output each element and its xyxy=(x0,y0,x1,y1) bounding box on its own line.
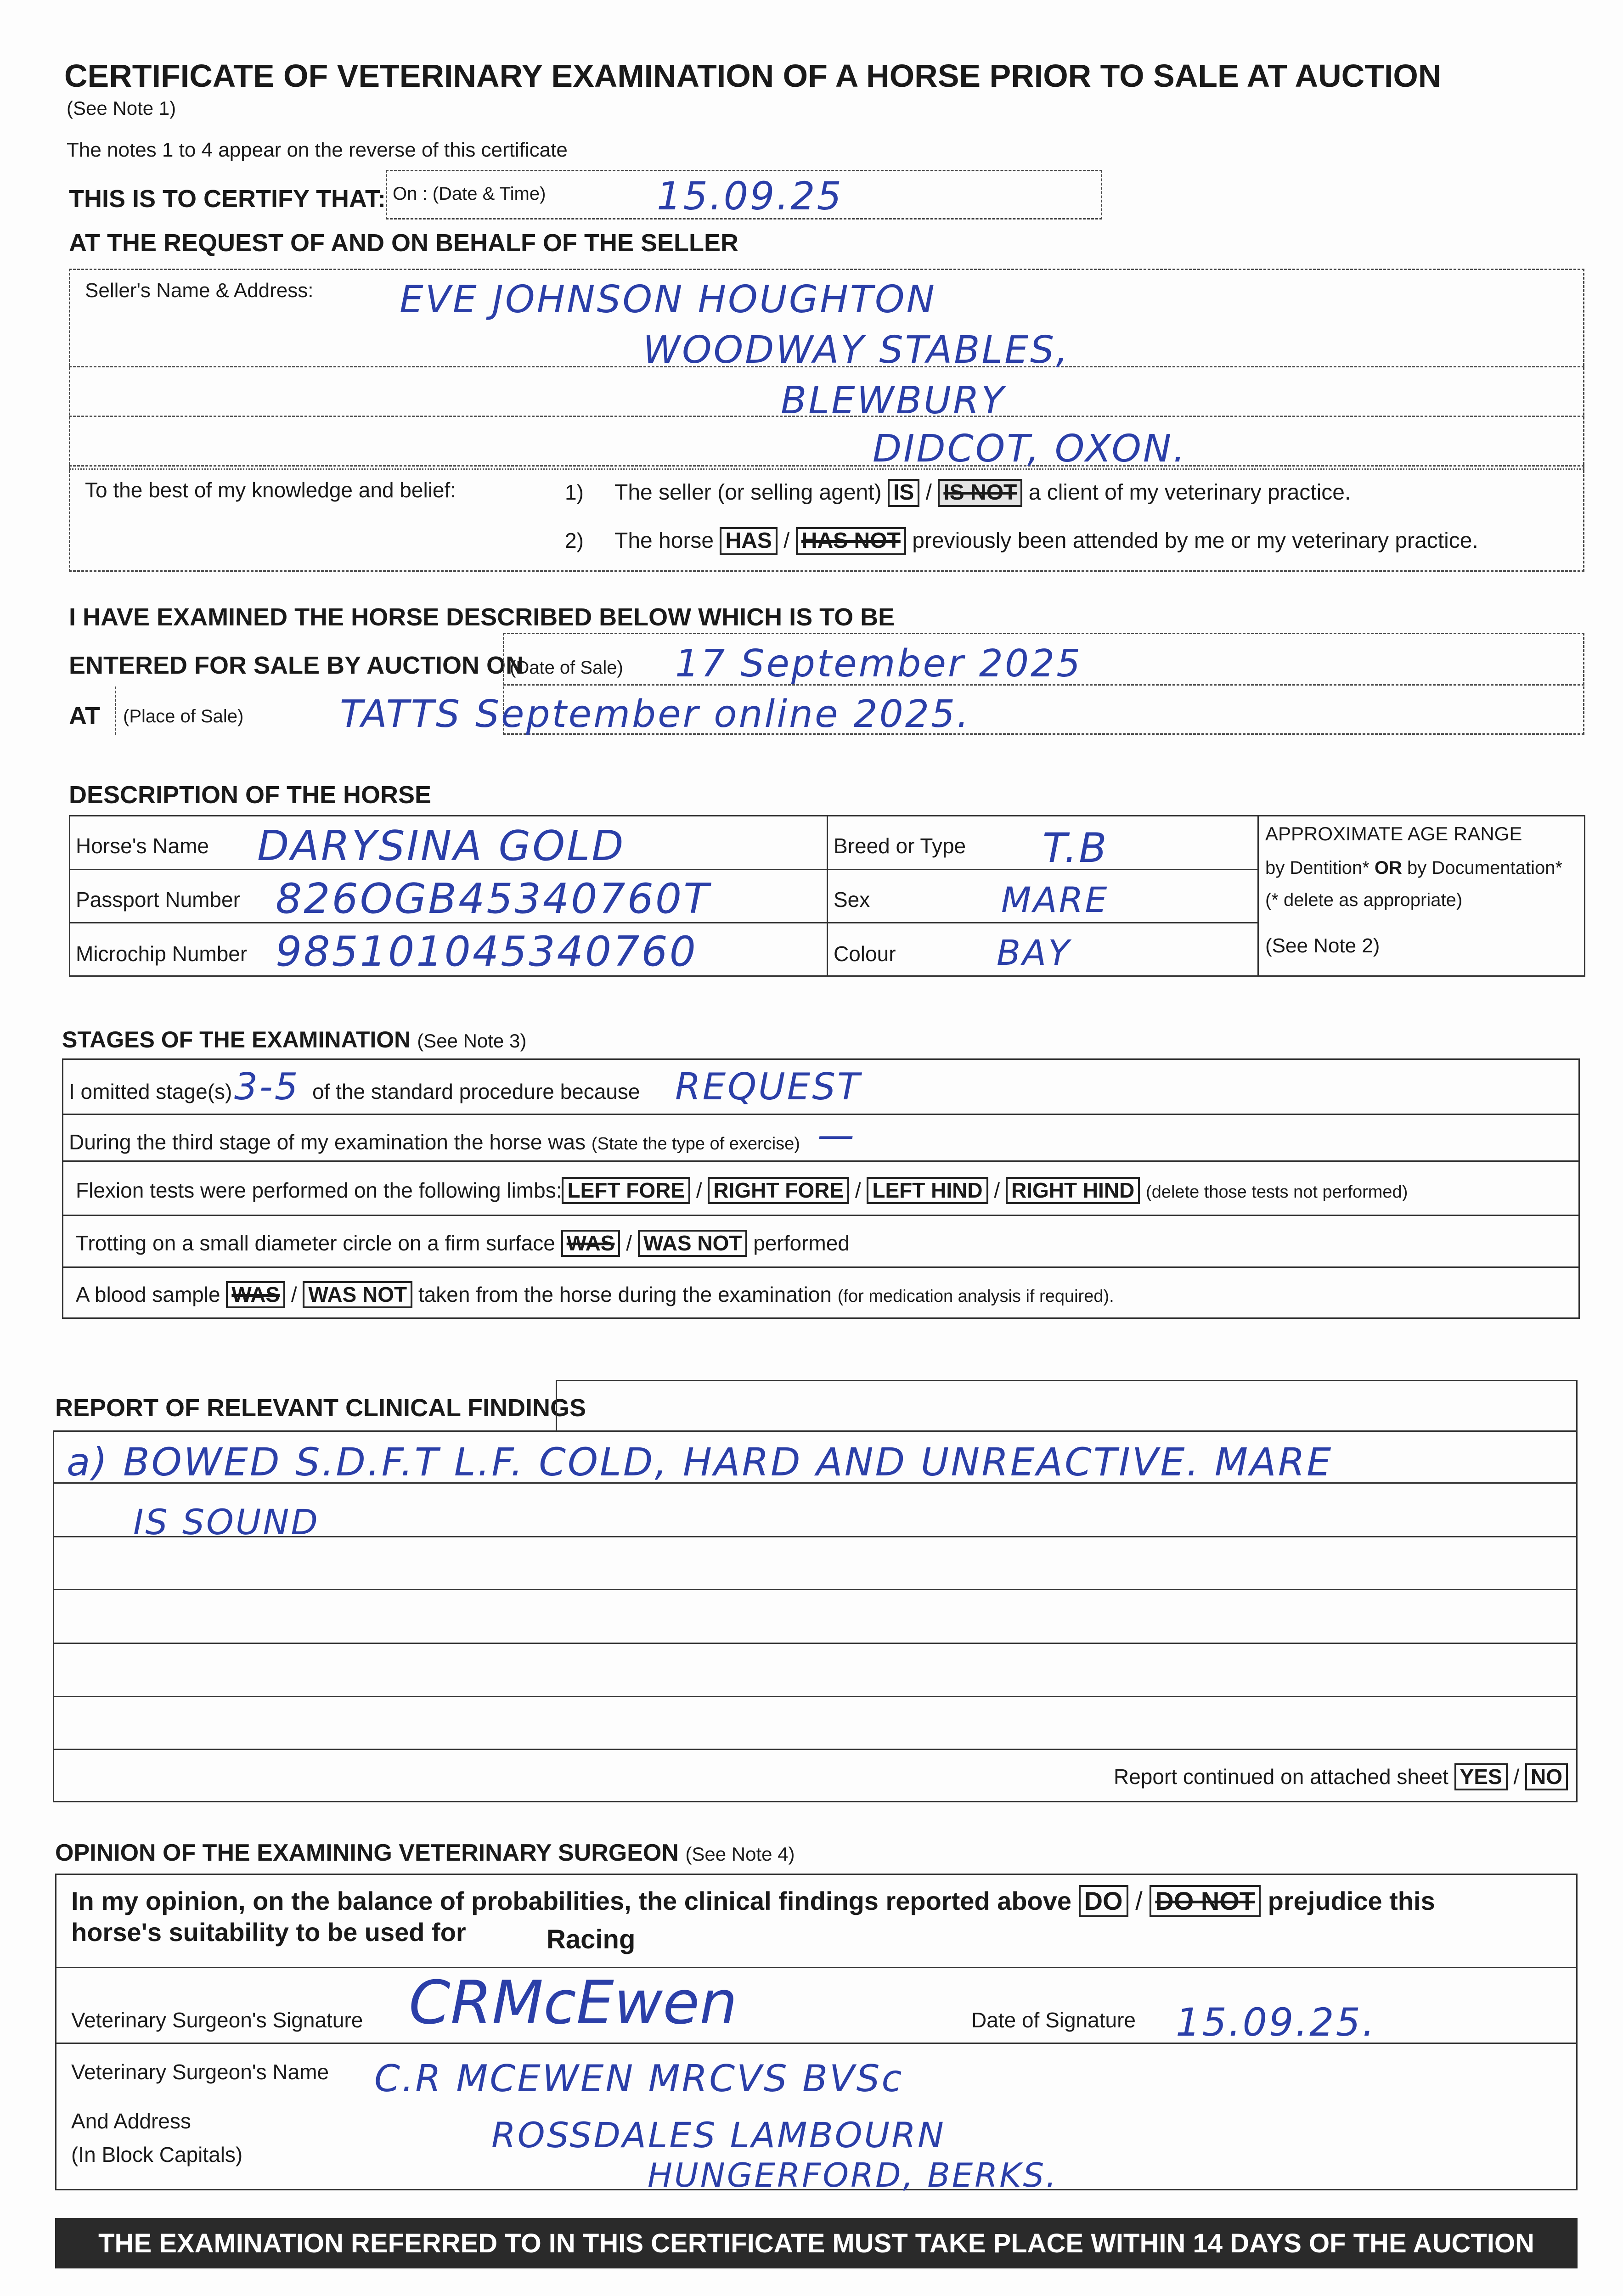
sex-label: Sex xyxy=(834,888,870,912)
purpose-value: Racing xyxy=(547,1925,636,1954)
blood-note: (for medication analysis if required). xyxy=(837,1287,1114,1306)
item1-post: a client of my veterinary practice. xyxy=(1028,480,1351,505)
continued-slash: / xyxy=(1513,1765,1520,1789)
age-see-note: (See Note 2) xyxy=(1265,934,1380,957)
on-date-label: On : (Date & Time) xyxy=(393,184,546,204)
flexion-label: Flexion tests were performed on the following limbs: xyxy=(76,1178,562,1202)
trot-post: performed xyxy=(753,1231,850,1255)
stages-note: (See Note 3) xyxy=(417,1030,527,1052)
item2-pre: The horse xyxy=(614,529,714,553)
flexion-slash-3: / xyxy=(994,1178,1000,1202)
knowledge-label: To the best of my knowledge and belief: xyxy=(85,478,456,502)
limb-right-fore[interactable]: RIGHT FORE xyxy=(708,1177,849,1204)
surgeon-name-label: Veterinary Surgeon's Name xyxy=(71,2060,329,2084)
sale-heading-2: ENTERED FOR SALE BY AUCTION ON xyxy=(69,652,524,679)
trot-label: Trotting on a small diameter circle on a firm surface xyxy=(76,1231,555,1255)
item1-pre: The seller (or selling agent) xyxy=(614,480,882,505)
client-statement xyxy=(614,479,1351,507)
omitted-mid: of the standard procedure because xyxy=(312,1080,640,1103)
trot-was-not-option[interactable]: WAS NOT xyxy=(638,1230,748,1257)
continued-yes[interactable]: YES xyxy=(1454,1763,1508,1790)
blood-post: taken from the horse during the examination xyxy=(418,1283,832,1306)
place-of-sale-value: TATTS September online 2025. xyxy=(340,692,971,736)
age-or: OR xyxy=(1374,858,1402,878)
item1-slash: / xyxy=(925,480,932,505)
third-stage-label: During the third stage of my examination the horse was xyxy=(69,1130,586,1154)
address-label-2: (In Block Capitals) xyxy=(71,2143,243,2167)
footer-banner: THE EXAMINATION REFERRED TO IN THIS CERTIFICATE MUST TAKE PLACE WITHIN 14 DAYS OF THE AUCTION xyxy=(55,2218,1578,2268)
stages-heading-row xyxy=(62,1026,526,1053)
place-of-sale-label: (Place of Sale) xyxy=(123,706,244,726)
address-label-1: And Address xyxy=(71,2109,191,2133)
age-method xyxy=(1265,858,1562,878)
age-delete-note: (* delete as appropriate) xyxy=(1265,890,1463,910)
omitted-label: I omitted stage(s) xyxy=(69,1080,232,1103)
horse-name-value: DARYSINA GOLD xyxy=(257,822,626,870)
opinion-line-1 xyxy=(71,1885,1435,1917)
surgeon-address-line-2: HUNGERFORD, BERKS. xyxy=(648,2156,1059,2195)
trot-slash: / xyxy=(626,1231,632,1255)
age-title: APPROXIMATE AGE RANGE xyxy=(1265,823,1522,844)
signature-date-value: 15.09.25. xyxy=(1176,2000,1376,2045)
item2-slash: / xyxy=(783,529,790,553)
description-heading: DESCRIPTION OF THE HORSE xyxy=(69,781,432,809)
date-of-sale-value: 17 September 2025 xyxy=(675,642,1082,686)
seller-address-line-3: DIDCOT, OXON. xyxy=(873,427,1187,471)
surgeon-address-line-1: ROSSDALES LAMBOURN xyxy=(491,2115,946,2155)
passport-value: 826OGB45340760T xyxy=(276,875,711,923)
item1-number: 1) xyxy=(565,480,584,504)
see-note-1: (See Note 1) xyxy=(67,97,176,119)
blood-row xyxy=(76,1281,1114,1308)
report-continued-label: Report continued on attached sheet xyxy=(1114,1765,1448,1789)
colour-label: Colour xyxy=(834,942,896,966)
breed-value: T.B xyxy=(1043,824,1109,872)
sex-value: MARE xyxy=(1001,879,1109,920)
limb-left-hind[interactable]: LEFT HIND xyxy=(867,1177,988,1204)
do-not-option[interactable]: DO NOT xyxy=(1150,1885,1261,1917)
opinion-slash: / xyxy=(1135,1886,1143,1915)
signature-date-label: Date of Signature xyxy=(971,2008,1136,2032)
seller-name-line: EVE JOHNSON HOUGHTON xyxy=(400,278,936,321)
at-label: AT xyxy=(69,702,100,730)
attended-statement xyxy=(614,527,1478,555)
opinion-line-1-pre: In my opinion, on the balance of probabilities, the clinical findings reported above xyxy=(71,1886,1072,1915)
limb-left-fore[interactable]: LEFT FORE xyxy=(562,1177,690,1204)
colour-value: BAY xyxy=(997,932,1071,973)
opinion-line-1-post: prejudice this xyxy=(1268,1886,1435,1915)
opinion-line-2: horse's suitability to be used for xyxy=(71,1918,466,1947)
horse-name-label: Horse's Name xyxy=(76,834,209,858)
report-line-2: IS SOUND xyxy=(133,1502,320,1542)
item2-number: 2) xyxy=(565,529,584,552)
limb-right-hind[interactable]: RIGHT HIND xyxy=(1006,1177,1140,1204)
breed-label: Breed or Type xyxy=(834,834,966,858)
microchip-label: Microchip Number xyxy=(76,942,248,966)
flexion-slash-1: / xyxy=(696,1178,702,1202)
microchip-value: 985101045340760 xyxy=(276,928,698,976)
on-date-value: 15.09.25 xyxy=(657,174,844,219)
trot-row xyxy=(76,1230,850,1257)
report-findings-box[interactable] xyxy=(53,1430,1578,1802)
item2-post: previously been attended by me or my veterinary practice. xyxy=(912,529,1478,553)
request-heading: AT THE REQUEST OF AND ON BEHALF OF THE SELLER xyxy=(69,229,738,257)
blood-was-option[interactable]: WAS xyxy=(226,1281,285,1308)
has-not-option[interactable]: HAS NOT xyxy=(796,527,906,555)
report-continued-row xyxy=(1114,1763,1568,1790)
report-heading: REPORT OF RELEVANT CLINICAL FINDINGS xyxy=(55,1394,586,1422)
opinion-heading-row xyxy=(55,1839,795,1867)
seller-label: Seller's Name & Address: xyxy=(85,279,314,302)
trot-was-option[interactable]: WAS xyxy=(561,1230,620,1257)
flexion-row xyxy=(76,1177,1408,1204)
third-stage-note: (State the type of exercise) xyxy=(591,1134,800,1154)
is-not-option[interactable]: IS NOT xyxy=(938,479,1022,507)
seller-address-line-2: BLEWBURY xyxy=(781,379,1006,422)
blood-label: A blood sample xyxy=(76,1283,220,1306)
signature-value: CRMcEwen xyxy=(409,1968,738,2037)
age-by-dentition: by Dentition* xyxy=(1265,858,1369,878)
omitted-stages-value: 3-5 xyxy=(234,1065,300,1108)
flexion-note: (delete those tests not performed) xyxy=(1146,1182,1408,1202)
notes-line: The notes 1 to 4 appear on the reverse of this certificate xyxy=(67,139,568,161)
date-of-sale-label: (Date of Sale) xyxy=(510,658,623,678)
age-by-documentation: by Documentation* xyxy=(1407,858,1563,878)
stages-heading: STAGES OF THE EXAMINATION xyxy=(62,1027,411,1052)
continued-no[interactable]: NO xyxy=(1525,1763,1568,1790)
third-stage-value: — xyxy=(817,1114,856,1156)
flexion-slash-2: / xyxy=(855,1178,861,1202)
sale-heading-1: I HAVE EXAMINED THE HORSE DESCRIBED BELOW WHICH IS TO BE xyxy=(69,603,895,631)
blood-slash: / xyxy=(291,1283,297,1306)
page-title: CERTIFICATE OF VETERINARY EXAMINATION OF A HORSE PRIOR TO SALE AT AUCTION xyxy=(64,58,1442,94)
has-option[interactable]: HAS xyxy=(720,527,777,555)
seller-address-line-1: WOODWAY STABLES, xyxy=(643,328,1070,372)
third-stage-row xyxy=(69,1130,800,1154)
opinion-note: (See Note 4) xyxy=(685,1843,795,1865)
surgeon-name-value: C.R MCEWEN MRCVS BVSc xyxy=(374,2057,904,2100)
blood-was-not-option[interactable]: WAS NOT xyxy=(303,1281,412,1308)
is-option[interactable]: IS xyxy=(888,479,919,507)
passport-label: Passport Number xyxy=(76,888,240,912)
do-option[interactable]: DO xyxy=(1079,1885,1128,1917)
report-line-1: a) BOWED S.D.F.T L.F. COLD, HARD AND UNREACTIVE. MARE xyxy=(67,1440,1333,1485)
omitted-reason-value: REQUEST xyxy=(675,1065,862,1108)
certify-label: THIS IS TO CERTIFY THAT: xyxy=(69,185,386,213)
opinion-heading: OPINION OF THE EXAMINING VETERINARY SURGEON xyxy=(55,1840,679,1866)
signature-label: Veterinary Surgeon's Signature xyxy=(71,2008,363,2032)
